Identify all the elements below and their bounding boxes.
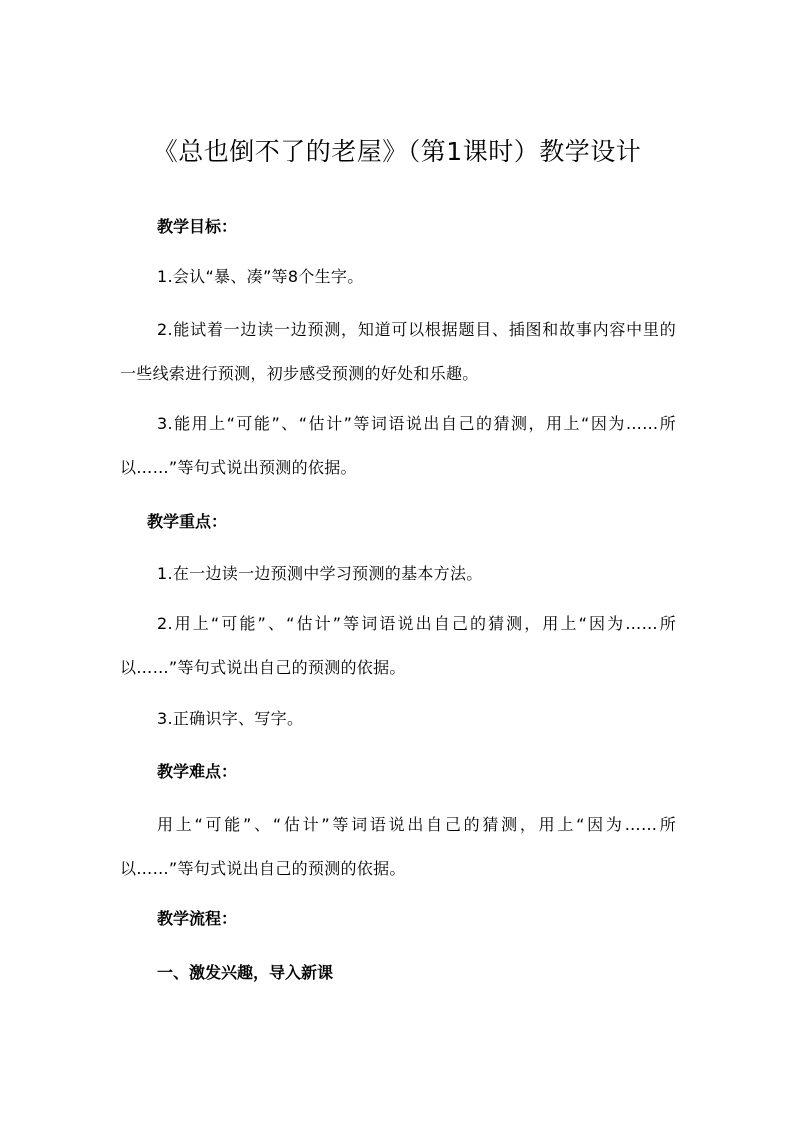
objectives-heading: 教学目标：	[157, 217, 238, 236]
process-heading: 教学流程：	[157, 909, 238, 928]
key-point-item-1: 1.在一边读一边预测中学习预测的基本方法。	[157, 564, 483, 583]
objective-item-2: 2.能试着一边读一边预测，知道可以根据题目、插图和故事内容中里的一些线索进行预测，初步感受预测的好处和乐趣。	[120, 320, 676, 383]
key-point-item-3: 3.正确识字、写字。	[157, 709, 304, 728]
difficulties-text: 用上“可能”、“估计”等词语说出自己的猜测，用上“因为……所以……”等句式说出自己的预测的依据。	[120, 815, 676, 878]
key-point-item-2: 2.用上“可能”、“估计”等词语说出自己的猜测，用上“因为……所以……”等句式说出自己的预测的依据。	[120, 614, 676, 677]
objective-item-3: 3.能用上“可能”、“估计”等词语说出自己的猜测，用上“因为……所以……”等句式说出预测的依据。	[120, 414, 676, 477]
process-section-1: 一、激发兴趣，导入新课	[157, 963, 334, 982]
document-title: 《总也倒不了的老屋》（第1课时）教学设计	[152, 137, 642, 166]
key-points-heading: 教学重点：	[147, 512, 228, 531]
objective-item-1: 1.会认“暴、凑”等8个生字。	[157, 267, 364, 286]
difficulties-heading: 教学难点：	[157, 762, 238, 781]
